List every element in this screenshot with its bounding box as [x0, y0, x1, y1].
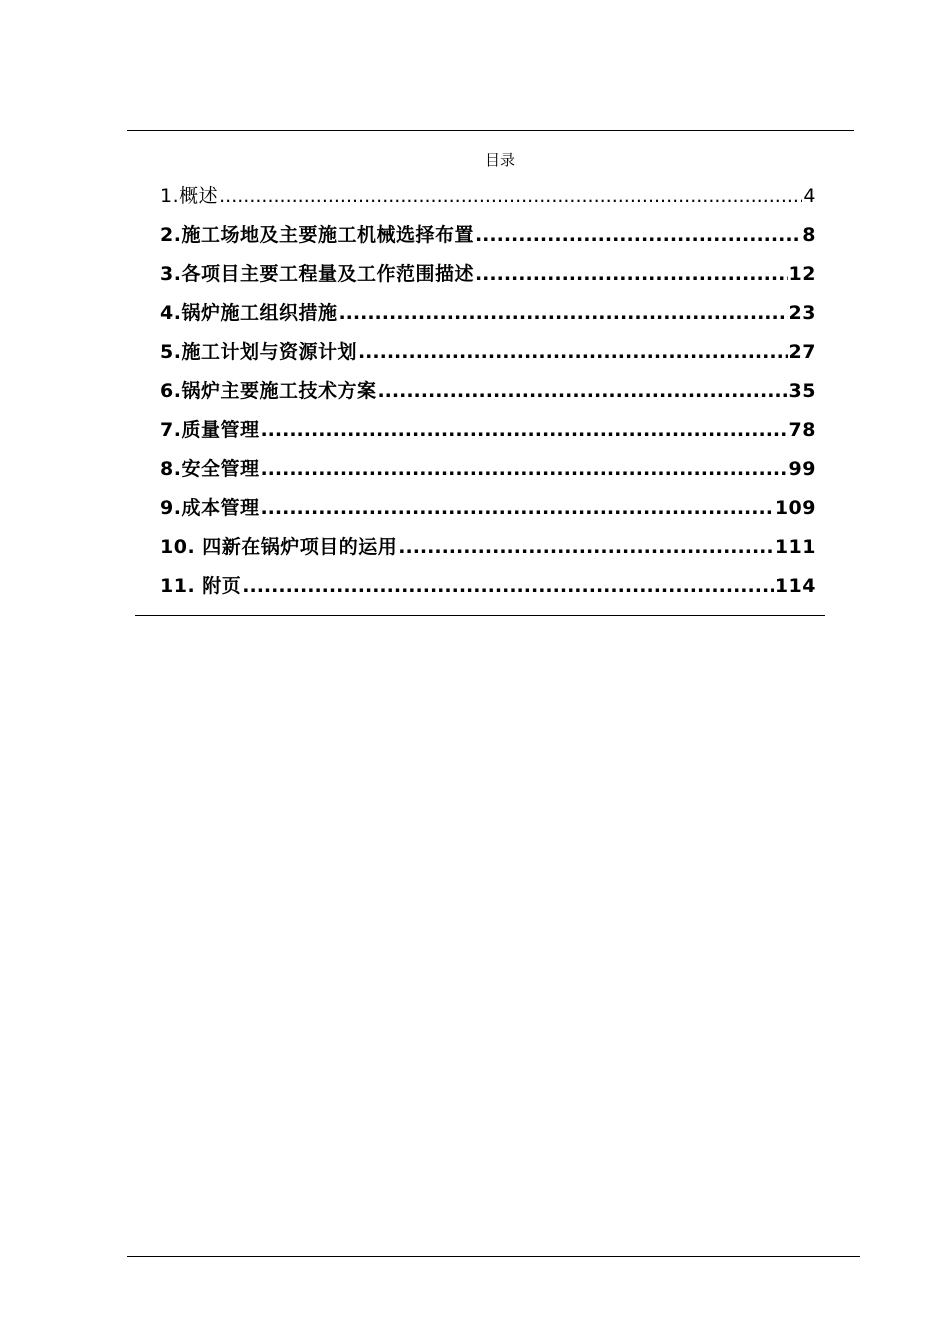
- toc-entry-label: 3.各项目主要工程量及工作范围描述: [160, 263, 474, 285]
- toc-entry-page: 35: [788, 380, 816, 402]
- toc-entry-technical-plan[interactable]: [160, 375, 816, 414]
- footer-rule: [127, 1256, 860, 1257]
- toc-entry-label: 11. 附页: [160, 575, 242, 597]
- toc-entry-cost-management[interactable]: [160, 492, 816, 531]
- toc-dot-leader: [377, 375, 787, 407]
- toc-entry-page: 23: [788, 302, 816, 324]
- toc-entry-quantities-and-scope[interactable]: [160, 258, 816, 297]
- toc-entry-label: 9.成本管理: [160, 497, 260, 519]
- toc-entry-four-new-application[interactable]: [160, 531, 816, 570]
- toc-entry-safety-management[interactable]: [160, 453, 816, 492]
- toc-dot-leader: [475, 219, 801, 251]
- toc-bottom-rule: [135, 615, 825, 616]
- toc-dot-leader: [358, 336, 788, 368]
- toc-entry-page: 4: [803, 185, 816, 207]
- toc-entry-quality-management[interactable]: [160, 414, 816, 453]
- toc-entry-plan-and-resources[interactable]: [160, 336, 816, 375]
- toc-entry-label: 10. 四新在锅炉项目的运用: [160, 536, 398, 558]
- toc-dot-leader: [260, 492, 773, 524]
- toc-dot-leader: [338, 297, 787, 329]
- toc-entry-site-and-machinery[interactable]: [160, 219, 816, 258]
- toc-entry-page: 78: [788, 419, 816, 441]
- toc-dot-leader: [242, 570, 774, 602]
- toc-entry-organization-measures[interactable]: [160, 297, 816, 336]
- toc-dot-leader: [398, 531, 774, 563]
- toc-entry-label: 8.安全管理: [160, 458, 260, 480]
- toc-entry-appendix[interactable]: [160, 570, 816, 609]
- toc-dot-leader: [260, 414, 787, 446]
- toc-entry-overview[interactable]: [160, 180, 816, 219]
- toc-entry-page: 12: [788, 263, 816, 285]
- table-of-contents: [160, 180, 816, 609]
- toc-entry-page: 114: [774, 575, 816, 597]
- toc-entry-page: 109: [774, 497, 816, 519]
- header-rule: [127, 130, 854, 131]
- toc-title: 目录: [484, 151, 515, 169]
- toc-entry-label: 6.锅炉主要施工技术方案: [160, 380, 377, 402]
- toc-dot-leader: [219, 180, 802, 212]
- toc-entry-label: 5.施工计划与资源计划: [160, 341, 357, 363]
- toc-entry-label: 1.概述: [160, 185, 219, 207]
- toc-entry-label: 2.施工场地及主要施工机械选择布置: [160, 224, 474, 246]
- toc-entry-page: 8: [802, 224, 816, 246]
- toc-entry-page: 99: [788, 458, 816, 480]
- toc-dot-leader: [475, 258, 788, 290]
- toc-entry-label: 7.质量管理: [160, 419, 260, 441]
- toc-entry-label: 4.锅炉施工组织措施: [160, 302, 338, 324]
- toc-entry-page: 27: [788, 341, 816, 363]
- toc-dot-leader: [260, 453, 787, 485]
- toc-entry-page: 111: [774, 536, 816, 558]
